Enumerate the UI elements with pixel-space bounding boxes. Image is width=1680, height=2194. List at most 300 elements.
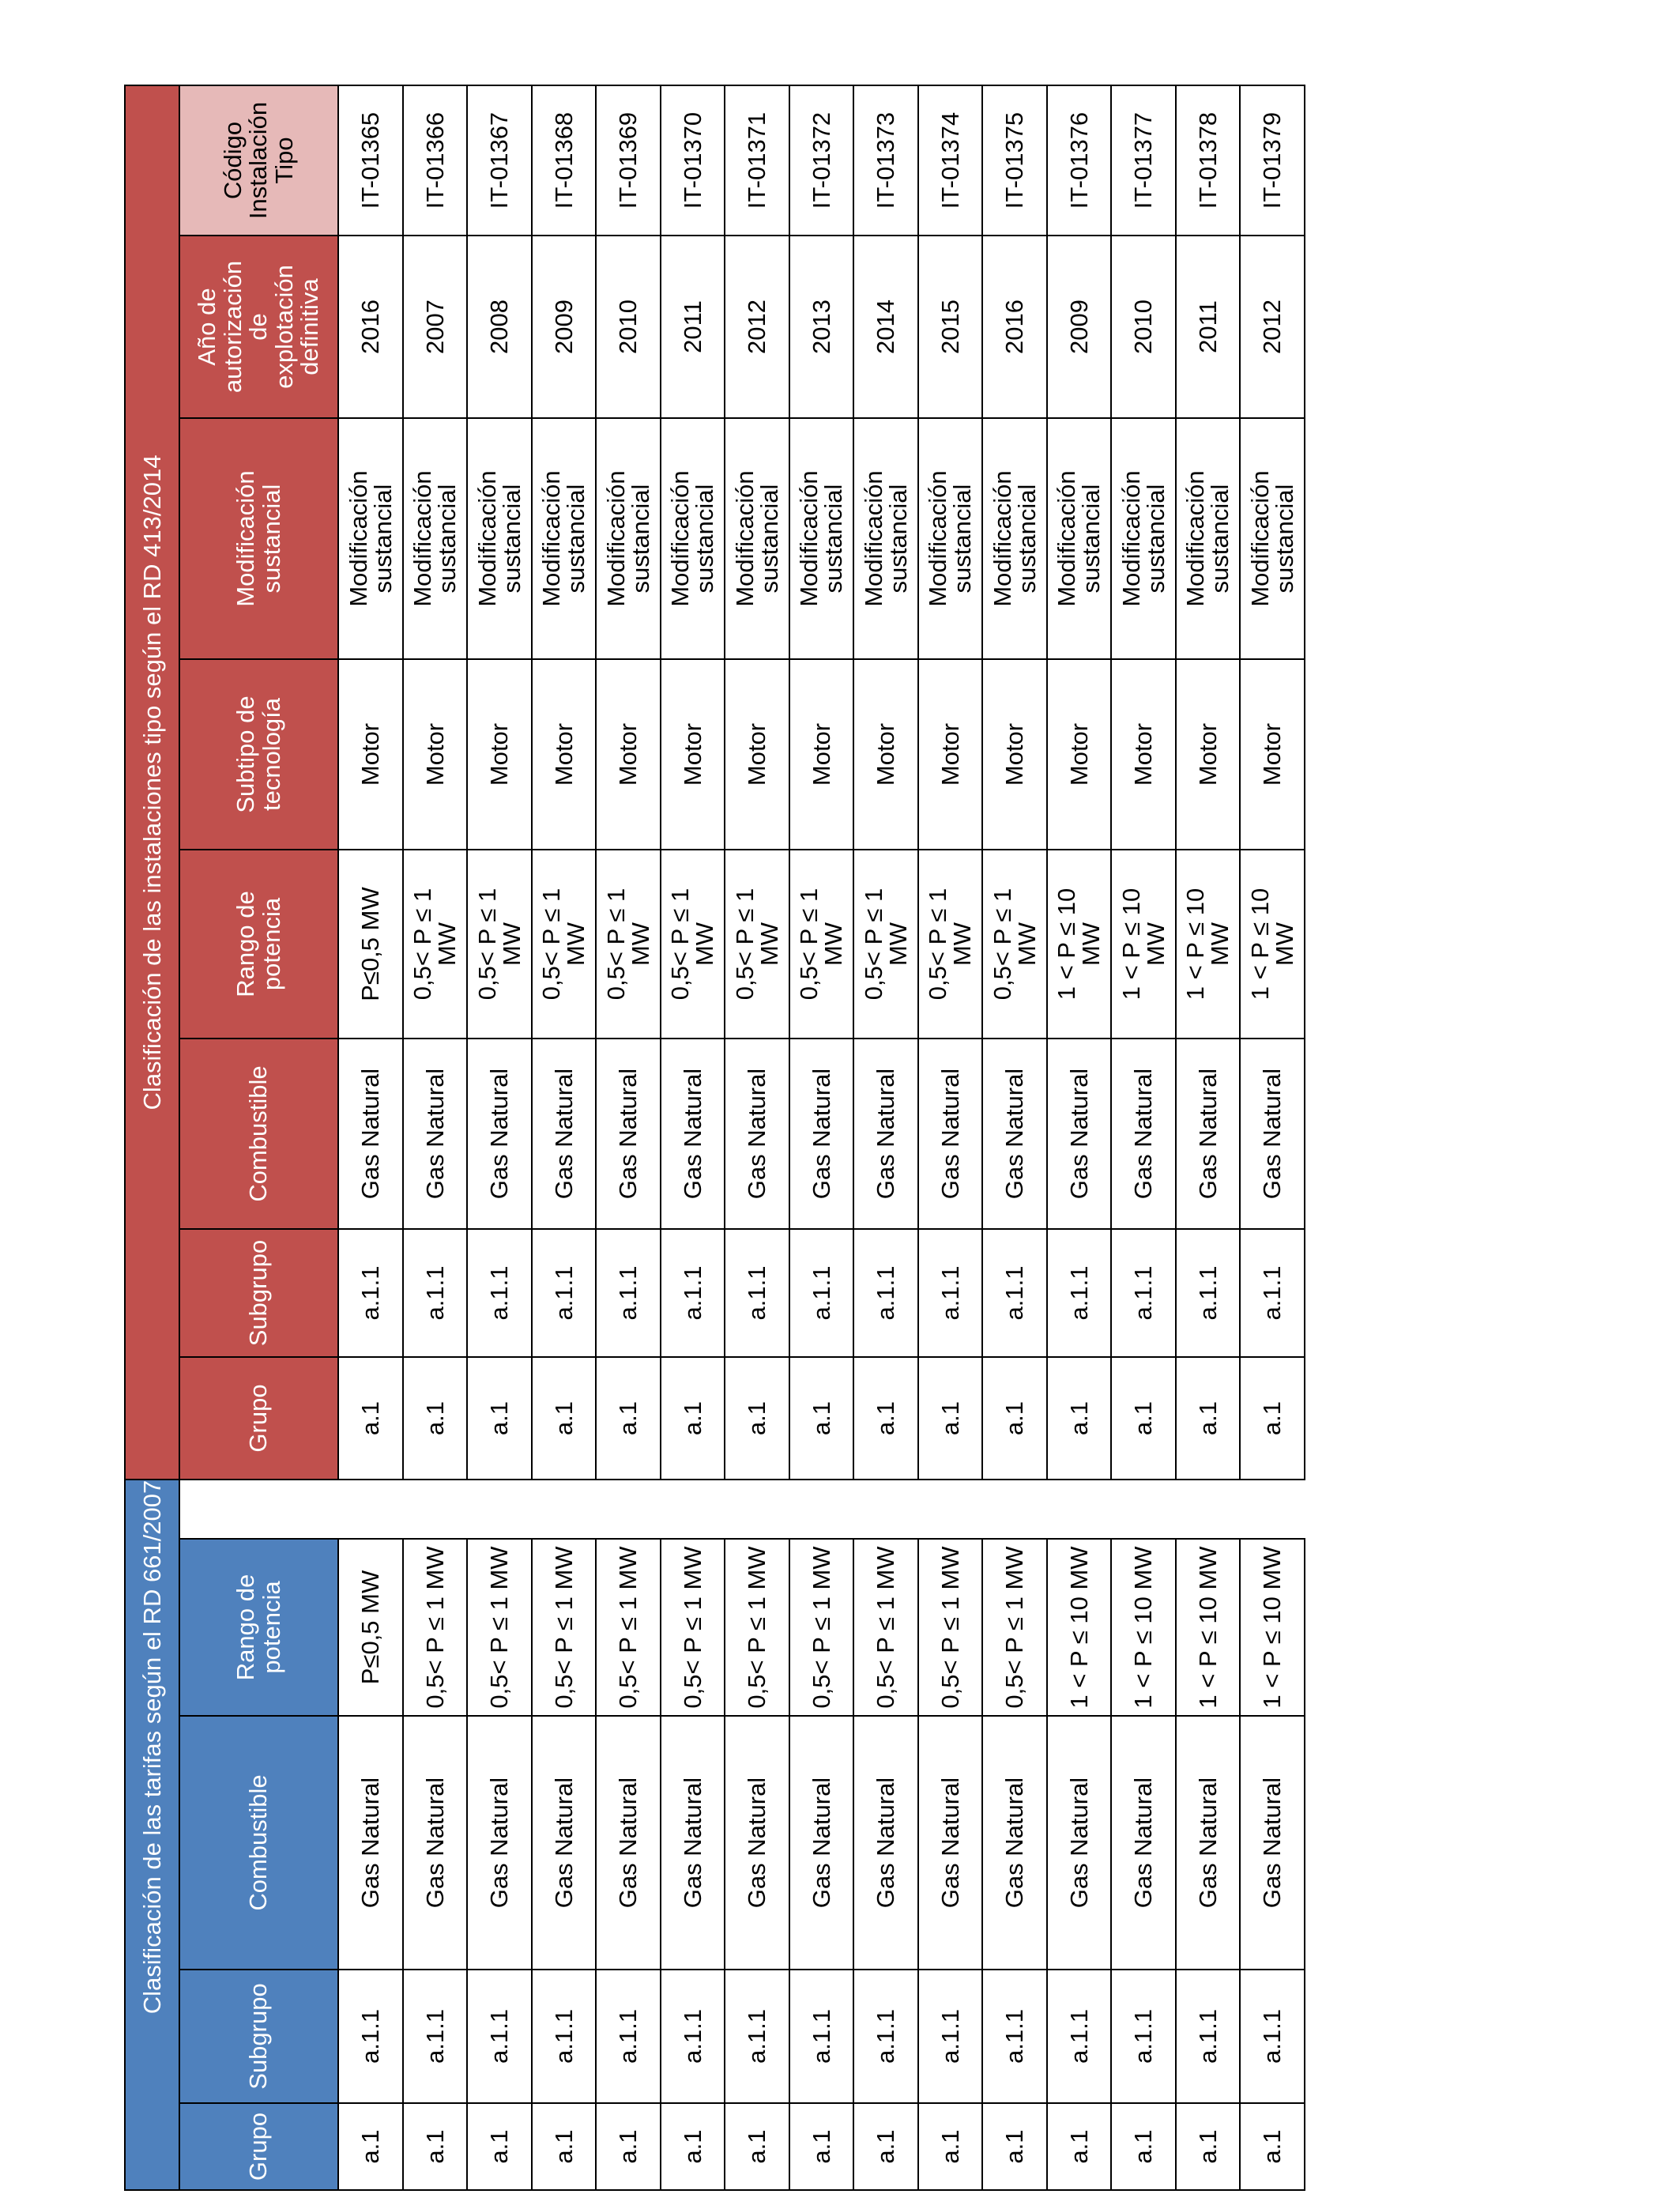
table-row bbox=[1176, 85, 1241, 1480]
cell-text: IT-01372 bbox=[807, 111, 835, 209]
table-cell bbox=[853, 1229, 918, 1357]
cell-text: 0,5< P ≤ 1 MW bbox=[807, 1546, 835, 1709]
cell-text: a.1 bbox=[1129, 1400, 1158, 1436]
table-cell bbox=[918, 1039, 983, 1229]
table-cell bbox=[467, 850, 532, 1039]
table-cell bbox=[467, 1229, 532, 1357]
table-cell bbox=[1047, 85, 1112, 236]
cell-text: a.1 bbox=[678, 1400, 706, 1436]
cell-text: 0,5< P ≤ 1 MW bbox=[872, 1546, 900, 1709]
table-cell bbox=[1240, 659, 1305, 850]
table-cell bbox=[467, 1716, 532, 1970]
cell-text: a.1 bbox=[614, 2129, 642, 2164]
table-cell bbox=[918, 1357, 983, 1480]
table-cell bbox=[532, 1716, 597, 1970]
cell-text: 1 < P ≤ 10 MW bbox=[1117, 888, 1170, 1001]
cell-text: P≤0,5 MW bbox=[356, 1570, 385, 1685]
table-cell bbox=[918, 418, 983, 659]
table-cell bbox=[1111, 659, 1176, 850]
table-cell bbox=[982, 1539, 1047, 1716]
table-cell bbox=[789, 1039, 854, 1229]
cell-text: a.1.1 bbox=[1258, 1265, 1286, 1321]
table-cell bbox=[918, 1716, 983, 1970]
cell-text: 1 < P ≤ 10 MW bbox=[1181, 888, 1234, 1001]
cell-text: Motor bbox=[936, 722, 964, 786]
table-cell bbox=[1047, 850, 1112, 1039]
cell-text: 2014 bbox=[872, 300, 900, 354]
cell-text: Modificación sustancial bbox=[666, 470, 719, 607]
cell-text: Gas Natural bbox=[1000, 1777, 1029, 1909]
table-cell bbox=[467, 1039, 532, 1229]
header-subtipo-tecnologia-text: Subtipo de tecnología bbox=[231, 696, 285, 813]
table-cell bbox=[661, 1039, 725, 1229]
table-cell bbox=[338, 418, 403, 659]
table-cell bbox=[789, 1970, 854, 2103]
cell-text: 0,5< P ≤ 1 MW bbox=[936, 1546, 964, 1709]
cell-text: a.1 bbox=[420, 1400, 449, 1436]
table-cell bbox=[789, 2103, 854, 2190]
table-cell bbox=[725, 418, 789, 659]
cell-text: a.1 bbox=[549, 2129, 578, 2164]
cell-text: a.1 bbox=[807, 2129, 835, 2164]
cell-text: 1 < P ≤ 10 MW bbox=[1064, 1546, 1093, 1709]
table-cell bbox=[982, 236, 1047, 418]
cell-text: a.1.1 bbox=[549, 2009, 578, 2064]
table-cell bbox=[596, 1357, 661, 1480]
table-cell bbox=[1111, 1716, 1176, 1970]
table-cell bbox=[1240, 1539, 1305, 1716]
cell-text: Gas Natural bbox=[1129, 1777, 1158, 1909]
cell-text: Gas Natural bbox=[872, 1777, 900, 1909]
table-cell bbox=[467, 659, 532, 850]
table-cell bbox=[338, 1539, 403, 1716]
cell-text: IT-01376 bbox=[1064, 111, 1093, 209]
table-cell bbox=[532, 1229, 597, 1357]
cell-text: Gas Natural bbox=[420, 1777, 449, 1909]
cell-text: Modificación sustancial bbox=[859, 470, 912, 607]
cell-text: Motor bbox=[678, 722, 706, 786]
cell-text: a.1.1 bbox=[807, 2009, 835, 2064]
cell-text: Motor bbox=[356, 722, 385, 786]
cell-text: Gas Natural bbox=[807, 1777, 835, 1909]
table-cell bbox=[853, 1970, 918, 2103]
header-ano-autorizacion bbox=[179, 236, 338, 418]
table-cell bbox=[982, 1716, 1047, 1970]
table-cell bbox=[982, 850, 1047, 1039]
cell-text: a.1 bbox=[485, 1400, 514, 1436]
cell-text: 1 < P ≤ 10 MW bbox=[1245, 888, 1298, 1001]
table-row bbox=[1240, 85, 1305, 1480]
table-cell bbox=[338, 236, 403, 418]
cell-text: Motor bbox=[614, 722, 642, 786]
cell-text: Motor bbox=[1064, 722, 1093, 786]
header-subgrupo: Subgrupo bbox=[179, 1229, 338, 1357]
cell-text: Gas Natural bbox=[936, 1777, 964, 1909]
cell-text: IT-01378 bbox=[1193, 111, 1222, 209]
table-cell bbox=[918, 850, 983, 1039]
cell-text: Modificación sustancial bbox=[1117, 470, 1170, 607]
table-cell bbox=[596, 418, 661, 659]
cell-text: Gas Natural bbox=[420, 1068, 449, 1200]
table-cell bbox=[338, 1039, 403, 1229]
table-cell bbox=[1111, 1229, 1176, 1357]
table-cell bbox=[532, 2103, 597, 2190]
table-cell bbox=[1240, 1357, 1305, 1480]
table-cell bbox=[661, 418, 725, 659]
table-cell bbox=[661, 2103, 725, 2190]
cell-text: a.1.1 bbox=[1193, 2009, 1222, 2064]
cell-text: Gas Natural bbox=[549, 1777, 578, 1909]
cell-text: 0,5< P ≤ 1 MW bbox=[988, 888, 1041, 1001]
cell-text: a.1 bbox=[614, 1400, 642, 1436]
cell-text: Gas Natural bbox=[1129, 1068, 1158, 1200]
cell-text: Gas Natural bbox=[1064, 1777, 1093, 1909]
cell-text: a.1 bbox=[356, 1400, 385, 1436]
cell-text: a.1.1 bbox=[678, 2009, 706, 2064]
table-cell bbox=[1111, 1039, 1176, 1229]
table-cell bbox=[338, 2103, 403, 2190]
cell-text: Gas Natural bbox=[807, 1068, 835, 1200]
table-row bbox=[1111, 85, 1176, 1480]
table-cell bbox=[1111, 1539, 1176, 1716]
cell-text: Gas Natural bbox=[678, 1777, 706, 1909]
table-cell bbox=[467, 1357, 532, 1480]
cell-text: a.1 bbox=[872, 1400, 900, 1436]
table-row bbox=[725, 85, 789, 1480]
table-cell bbox=[532, 1039, 597, 1229]
cell-text: Modificación sustancial bbox=[473, 470, 525, 607]
table-cell bbox=[982, 659, 1047, 850]
header-rango-potencia bbox=[179, 850, 338, 1039]
table-cell bbox=[403, 2103, 468, 2190]
cell-text: a.1.1 bbox=[807, 1265, 835, 1321]
table-cell bbox=[596, 1970, 661, 2103]
table-row bbox=[661, 85, 725, 1480]
table-cell bbox=[789, 1229, 854, 1357]
table-row bbox=[403, 85, 468, 1480]
cell-text: a.1 bbox=[872, 2129, 900, 2164]
cell-text: Gas Natural bbox=[743, 1777, 771, 1909]
table-cell bbox=[661, 1357, 725, 1480]
cell-text: Gas Natural bbox=[1193, 1777, 1222, 1909]
cell-text: Gas Natural bbox=[549, 1068, 578, 1200]
table-cell bbox=[982, 1970, 1047, 2103]
cell-text: 1 < P ≤ 10 MW bbox=[1053, 888, 1106, 1001]
table-cell bbox=[467, 2103, 532, 2190]
cell-text: Modificación sustancial bbox=[988, 470, 1041, 607]
cell-text: Gas Natural bbox=[678, 1068, 706, 1200]
cell-text: Modificación sustancial bbox=[537, 470, 590, 607]
table-cell bbox=[918, 659, 983, 850]
table-row bbox=[338, 85, 403, 1480]
table-cell bbox=[1176, 1039, 1241, 1229]
cell-text: Modificación sustancial bbox=[601, 470, 654, 607]
table-cell bbox=[853, 659, 918, 850]
table-cell bbox=[403, 85, 468, 236]
table-cell bbox=[403, 850, 468, 1039]
table-cell bbox=[1111, 418, 1176, 659]
cell-text: Modificación sustancial bbox=[730, 470, 783, 607]
cell-text: a.1.1 bbox=[1193, 1265, 1222, 1321]
table-cell bbox=[1047, 418, 1112, 659]
cell-text: IT-01375 bbox=[1000, 111, 1029, 209]
table-cell bbox=[467, 85, 532, 236]
cell-text: Gas Natural bbox=[936, 1068, 964, 1200]
table-cell bbox=[918, 85, 983, 236]
header-grupo: Grupo bbox=[179, 2103, 338, 2190]
cell-text: a.1 bbox=[1258, 1400, 1286, 1436]
cell-text: a.1.1 bbox=[1129, 2009, 1158, 2064]
table-cell bbox=[661, 85, 725, 236]
cell-text: a.1 bbox=[1064, 1400, 1093, 1436]
table-cell bbox=[661, 1716, 725, 1970]
cell-text: 2010 bbox=[1129, 300, 1158, 354]
table-cell bbox=[532, 418, 597, 659]
table-cell bbox=[1047, 1229, 1112, 1357]
cell-text: a.1.1 bbox=[420, 2009, 449, 2064]
table-cell bbox=[853, 85, 918, 236]
table-cell bbox=[661, 1970, 725, 2103]
table-row bbox=[1047, 85, 1112, 1480]
cell-text: a.1 bbox=[936, 1400, 964, 1436]
cell-text: Motor bbox=[549, 722, 578, 786]
table-cell bbox=[532, 659, 597, 850]
cell-text: Gas Natural bbox=[356, 1068, 385, 1200]
cell-text: 0,5< P ≤ 1 MW bbox=[666, 888, 719, 1001]
table-cell bbox=[1176, 2103, 1241, 2190]
table-cell bbox=[918, 1970, 983, 2103]
cell-text: Motor bbox=[872, 722, 900, 786]
cell-text: a.1 bbox=[743, 1400, 771, 1436]
table-cell bbox=[1240, 1716, 1305, 1970]
table-cell bbox=[661, 1539, 725, 1716]
table-cell bbox=[1176, 236, 1241, 418]
table-cell bbox=[596, 850, 661, 1039]
cell-text: 0,5< P ≤ 1 MW bbox=[924, 888, 977, 1001]
table-cell bbox=[661, 1229, 725, 1357]
cell-text: IT-01365 bbox=[356, 111, 385, 209]
cell-text: Modificación sustancial bbox=[1053, 470, 1106, 607]
cell-text: 0,5< P ≤ 1 MW bbox=[537, 888, 590, 1001]
cell-text: Motor bbox=[485, 722, 514, 786]
table-cell bbox=[725, 1039, 789, 1229]
table-cell bbox=[1047, 1970, 1112, 2103]
table-cell bbox=[789, 418, 854, 659]
table-cell bbox=[1047, 2103, 1112, 2190]
cell-text: 0,5< P ≤ 1 MW bbox=[409, 888, 461, 1001]
table-cell bbox=[725, 1539, 789, 1716]
cell-text: Gas Natural bbox=[1258, 1777, 1286, 1909]
table-cell bbox=[1047, 1357, 1112, 1480]
cell-text: Gas Natural bbox=[356, 1777, 385, 1909]
table-cell bbox=[467, 418, 532, 659]
cell-text: 2009 bbox=[549, 300, 578, 354]
table-row bbox=[596, 85, 661, 1480]
cell-text: a.1.1 bbox=[743, 2009, 771, 2064]
table-cell bbox=[403, 1539, 468, 1716]
table-cell bbox=[403, 1229, 468, 1357]
table-cell bbox=[1176, 1970, 1241, 2103]
cell-text: IT-01368 bbox=[549, 111, 578, 209]
table-cell bbox=[338, 85, 403, 236]
table-cell bbox=[338, 659, 403, 850]
table-cell bbox=[467, 1539, 532, 1716]
table-cell bbox=[1111, 236, 1176, 418]
table-row bbox=[982, 85, 1047, 1480]
table-cell bbox=[982, 418, 1047, 659]
table-cell bbox=[853, 236, 918, 418]
table-cell bbox=[596, 1039, 661, 1229]
table-cell bbox=[1047, 659, 1112, 850]
cell-text: 0,5< P ≤ 1 MW bbox=[473, 888, 525, 1001]
cell-text: Gas Natural bbox=[485, 1068, 514, 1200]
cell-text: a.1.1 bbox=[614, 1265, 642, 1321]
table-cell bbox=[1111, 1357, 1176, 1480]
cell-text: P≤0,5 MW bbox=[356, 887, 385, 1001]
cell-text: a.1 bbox=[1129, 2129, 1158, 2164]
cell-text: 2015 bbox=[936, 300, 964, 354]
cell-text: IT-01373 bbox=[872, 111, 900, 209]
table-cell bbox=[532, 1970, 597, 2103]
cell-text: a.1.1 bbox=[1064, 1265, 1093, 1321]
table-cell bbox=[403, 1970, 468, 2103]
cell-text: Motor bbox=[807, 722, 835, 786]
cell-text: IT-01370 bbox=[678, 111, 706, 209]
cell-text: a.1.1 bbox=[356, 1265, 385, 1321]
cell-text: IT-01374 bbox=[936, 111, 964, 209]
header-rango-potencia-text: Rango de potencia bbox=[231, 1574, 285, 1681]
cell-text: IT-01377 bbox=[1129, 111, 1158, 209]
cell-text: 0,5< P ≤ 1 MW bbox=[485, 1546, 514, 1709]
cell-text: Gas Natural bbox=[485, 1777, 514, 1909]
cell-text: Motor bbox=[1000, 722, 1029, 786]
table-cell bbox=[789, 659, 854, 850]
cell-text: 2008 bbox=[485, 300, 514, 354]
table-row bbox=[789, 85, 854, 1480]
cell-text: 0,5< P ≤ 1 MW bbox=[1000, 1546, 1029, 1709]
cell-text: Modificación sustancial bbox=[1181, 470, 1234, 607]
table-cell bbox=[1047, 1539, 1112, 1716]
table-cell bbox=[725, 1716, 789, 1970]
cell-text: 0,5< P ≤ 1 MW bbox=[420, 1546, 449, 1709]
cell-text: Gas Natural bbox=[614, 1068, 642, 1200]
table-cell bbox=[918, 1229, 983, 1357]
table-cell bbox=[918, 236, 983, 418]
cell-text: a.1.1 bbox=[678, 1265, 706, 1321]
table-cell bbox=[1240, 418, 1305, 659]
table-cell bbox=[1111, 2103, 1176, 2190]
table-cell bbox=[596, 1539, 661, 1716]
table-cell bbox=[1047, 1716, 1112, 1970]
table-row bbox=[532, 85, 597, 1480]
table-cell bbox=[403, 659, 468, 850]
table-cell bbox=[918, 1539, 983, 1716]
cell-text: IT-01367 bbox=[485, 111, 514, 209]
cell-text: Motor bbox=[743, 722, 771, 786]
header-combustible: Combustible bbox=[179, 1039, 338, 1229]
header-modificacion-sustancial bbox=[179, 418, 338, 659]
cell-text: a.1 bbox=[549, 1400, 578, 1436]
table-cell bbox=[596, 659, 661, 850]
table-cell bbox=[1240, 1229, 1305, 1357]
table-cell bbox=[1111, 1970, 1176, 2103]
table-cell bbox=[661, 659, 725, 850]
header-subgrupo: Subgrupo bbox=[179, 1970, 338, 2103]
cell-text: Gas Natural bbox=[1064, 1068, 1093, 1200]
table-cell bbox=[532, 236, 597, 418]
header-modificacion-sustancial-text: Modificación sustancial bbox=[231, 470, 285, 607]
table-cell bbox=[1176, 659, 1241, 850]
cell-text: a.1.1 bbox=[936, 2009, 964, 2064]
table-cell bbox=[1240, 1970, 1305, 2103]
table-cell bbox=[1047, 1039, 1112, 1229]
table-cell bbox=[403, 418, 468, 659]
cell-text: a.1.1 bbox=[743, 1265, 771, 1321]
cell-text: 2013 bbox=[807, 300, 835, 354]
cell-text: a.1 bbox=[356, 2129, 385, 2164]
header-ano-autorizacion-text: Año de autorización de explotación definitiva bbox=[193, 260, 324, 394]
table-row bbox=[467, 85, 532, 1480]
table-cell bbox=[596, 1716, 661, 1970]
table-cell bbox=[789, 1357, 854, 1480]
cell-text: Gas Natural bbox=[743, 1068, 771, 1200]
table-cell bbox=[403, 1716, 468, 1970]
cell-text: Motor bbox=[420, 722, 449, 786]
cell-text: a.1 bbox=[1193, 2129, 1222, 2164]
table-cell bbox=[403, 1039, 468, 1229]
table-cell bbox=[1047, 236, 1112, 418]
table-413-body bbox=[338, 85, 1305, 1480]
cell-text: a.1.1 bbox=[1064, 2009, 1093, 2064]
table-cell bbox=[1240, 850, 1305, 1039]
cell-text: 0,5< P ≤ 1 MW bbox=[795, 888, 848, 1001]
table-cell bbox=[1176, 1539, 1241, 1716]
cell-text: a.1.1 bbox=[872, 1265, 900, 1321]
table-cell bbox=[338, 850, 403, 1039]
cell-text: Modificación sustancial bbox=[1245, 470, 1298, 607]
cell-text: 1 < P ≤ 10 MW bbox=[1129, 1546, 1158, 1709]
cell-text: a.1.1 bbox=[1258, 2009, 1286, 2064]
table-cell bbox=[1240, 85, 1305, 236]
table-row bbox=[853, 85, 918, 1480]
table-cell bbox=[596, 1229, 661, 1357]
cell-text: IT-01379 bbox=[1258, 111, 1286, 209]
table-413-title: Clasificación de las instalaciones tipo según el RD 413/2014 bbox=[125, 85, 179, 1480]
table-cell bbox=[789, 85, 854, 236]
table-661-title: Clasificación de las tarifas según el RD 661/2007 bbox=[125, 1304, 179, 2190]
table-cell bbox=[982, 2103, 1047, 2190]
cell-text: a.1.1 bbox=[1129, 1265, 1158, 1321]
header-rango-potencia-text: Rango de potencia bbox=[231, 891, 285, 997]
table-cell bbox=[1240, 236, 1305, 418]
table-cell bbox=[1240, 1039, 1305, 1229]
table-cell bbox=[1111, 85, 1176, 236]
table-cell bbox=[853, 1357, 918, 1480]
table-cell bbox=[1111, 850, 1176, 1039]
table-cell bbox=[982, 85, 1047, 236]
cell-text: a.1.1 bbox=[1000, 1265, 1029, 1321]
cell-text: 2016 bbox=[356, 300, 385, 354]
table-cell bbox=[918, 2103, 983, 2190]
cell-text: a.1 bbox=[678, 2129, 706, 2164]
cell-text: 2007 bbox=[420, 300, 449, 354]
table-cell bbox=[1176, 1229, 1241, 1357]
table-cell bbox=[1176, 1716, 1241, 1970]
table-cell bbox=[853, 850, 918, 1039]
header-rango-potencia bbox=[179, 1539, 338, 1716]
table-cell bbox=[338, 1970, 403, 2103]
table-cell bbox=[982, 1229, 1047, 1357]
